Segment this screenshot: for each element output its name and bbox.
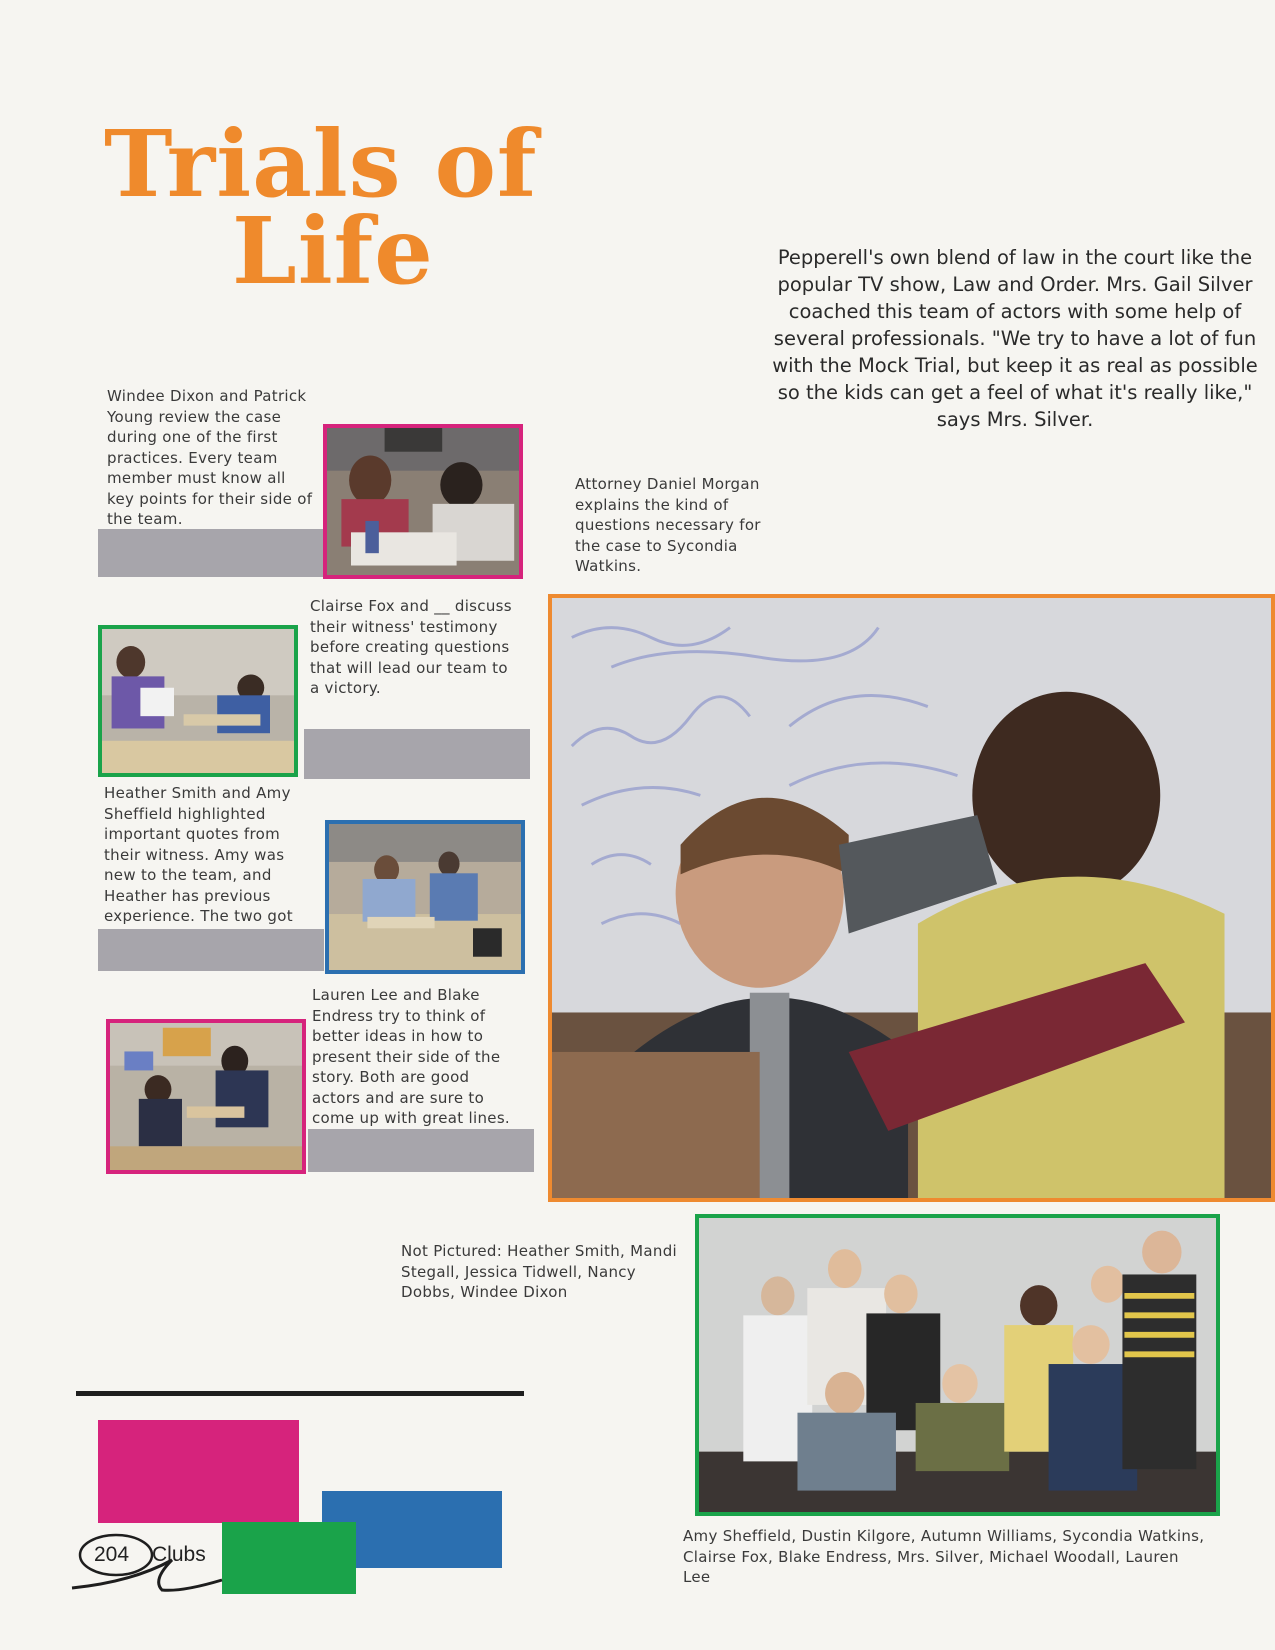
caption-bar-clairse <box>304 729 530 779</box>
caption-clairse: Clairse Fox and __ discuss their witness' testimony before creating questions that will lead our team to a victory. <box>310 597 512 697</box>
intro-paragraph: Pepperell's own blend of law in the court like the popular TV show, Law and Order. Mrs. Gail Silver coached this team of actors with some help of several professionals. "We try to have a lot of fun with the Mock Trial, but keep it as real as possible so the kids can get a feel of what it's really like," says Mrs. Silver. <box>772 246 1258 431</box>
page-title-line1: Trials of <box>104 110 538 218</box>
caption-attorney: Attorney Daniel Morgan explains the kind of questions necessary for the case to Sycondia Watkins. <box>575 475 761 575</box>
caption-heather: Heather Smith and Amy Sheffield highlighted important quotes from their witness. Amy was new to the team, and Heather has previous experience. The two got <box>104 784 293 925</box>
photo-heather-amy <box>325 820 525 974</box>
photo-attorney-sycondia <box>548 594 1275 1202</box>
photo-windee-patrick <box>323 424 523 579</box>
caption-windee: Windee Dixon and Patrick Young review the case during one of the first practices. Every team member must know all key points for their side of the team. <box>107 387 313 528</box>
caption-group: Amy Sheffield, Dustin Kilgore, Autumn Williams, Sycondia Watkins, Clairse Fox, Blake Endress, Mrs. Silver, Michael Woodall, Lauren Lee <box>683 1527 1205 1586</box>
page-number: 204 <box>94 1543 130 1566</box>
caption-bar-windee <box>98 529 324 577</box>
photo-group <box>695 1214 1220 1516</box>
footer-rule <box>76 1391 524 1396</box>
photo-clairse <box>98 625 298 777</box>
caption-bar-heather <box>98 929 324 971</box>
caption-not-pictured: Not Pictured: Heather Smith, Mandi Stegall, Jessica Tidwell, Nancy Dobbs, Windee Dixon <box>401 1242 677 1301</box>
caption-lauren: Lauren Lee and Blake Endress try to think of better ideas in how to present their side of the story. Both are good actors and are sure to come up with great lines. <box>312 986 511 1127</box>
photo-lauren-blake <box>106 1019 306 1174</box>
section-label: Clubs <box>152 1543 206 1566</box>
caption-bar-lauren <box>308 1129 534 1172</box>
swatch-green <box>222 1522 356 1594</box>
swatch-pink <box>98 1420 299 1523</box>
page-title-line2: Life <box>232 197 434 305</box>
